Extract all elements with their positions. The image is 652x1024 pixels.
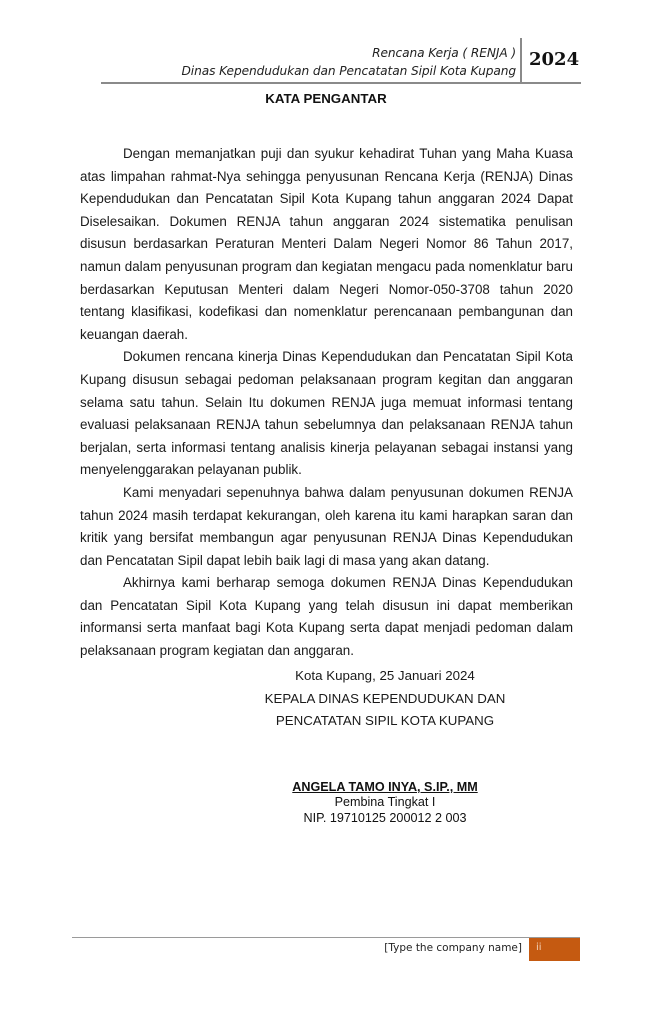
signatory-nip: NIP. 19710125 200012 2 003 (303, 810, 467, 825)
header-agency-name: Dinas Kependudukan dan Pencatatan Sipil Kota Kupang (181, 64, 516, 78)
header-document-title: Rencana Kerja ( RENJA ) (372, 46, 516, 60)
signature-block (230, 665, 540, 733)
footer-rule (72, 937, 580, 938)
paragraph: Dengan memanjatkan puji dan syukur kehadirat Tuhan yang Maha Kuasa atas limpahan rahmat-Nya sehingga penyusunan Rencana Kerja (RENJA) Dinas Kependudukan dan Pencatatan Sipil Kota Kupang tahun anggaran 2024 Dapat Diselesaikan. Dokumen RENJA tahun anggaran 2024 sistematika penulisan disusun berdasarkan Peraturan Menteri Dalam Negeri Nomor 86 Tahun 2017, namun dalam penyusunan program dan kegiatan mengacu pada nomenklatur baru berdasarkan Keputusan Menteri dalam Negeri Nomor-050-3708 tahun 2020 tentang klasifikasi, kodefikasi dan nomenklatur perencanaan pembangunan dan keuangan daerah. (80, 146, 573, 342)
header-divider-vertical (520, 38, 522, 84)
paragraph: Kami menyadari sepenuhnya bahwa dalam penyusunan dokumen RENJA tahun 2024 masih terdapat kekurangan, oleh karena itu kami harapkan saran dan kritik yang bersifat membangun agar penyusunan RENJA Dinas Kependudukan dan Pencatatan Sipil dapat lebih baik lagi di masa yang akan datang. (80, 484, 573, 568)
page-number: ii (536, 942, 542, 953)
signatory-position-line1: KEPALA DINAS KEPENDUDUKAN DAN (264, 690, 506, 706)
header-year: 2024 (529, 49, 580, 70)
signatory-rank: Pembina Tingkat I (334, 795, 436, 809)
paragraph: Dokumen rencana kinerja Dinas Kependudukan dan Pencatatan Sipil Kota Kupang disusun sebagai pedoman pelaksanaan program kegitan dan anggaran selama satu tahun. Selain Itu dokumen RENJA juga memuat informasi tentang evaluasi pelaksanaan RENJA tahun sebelumnya dan pelaksanaan RENJA tahun berjalan, serta informasi tentang analisis kinerja pelayanan sebagai instansi yang menyelenggarakan pelayanan publik. (80, 349, 573, 478)
footer-company-name: [Type the company name] (384, 942, 522, 954)
header-rule (101, 82, 581, 84)
signatory-position-line2: PENCATATAN SIPIL KOTA KUPANG (275, 713, 495, 728)
footer-page-badge (529, 938, 580, 961)
running-header (182, 44, 516, 80)
paragraph: Akhirnya kami berharap semoga dokumen RENJA Dinas Kependudukan dan Pencatatan Sipil Kota Kupang yang telah disusun ini dapat memberikan informansi serta manfaat bagi Kota Kupang serta dapat menjadi pedoman dalam pelaksanaan program kegiatan dan anggaran. (80, 575, 573, 659)
body-text (80, 143, 573, 663)
place-date: Kota Kupang, 25 Januari 2024 (295, 668, 475, 683)
page-title: KATA PENGANTAR (265, 91, 387, 106)
signatory-details (230, 795, 540, 826)
signatory-name: ANGELA TAMO INYA, S.IP., MM (292, 780, 478, 794)
